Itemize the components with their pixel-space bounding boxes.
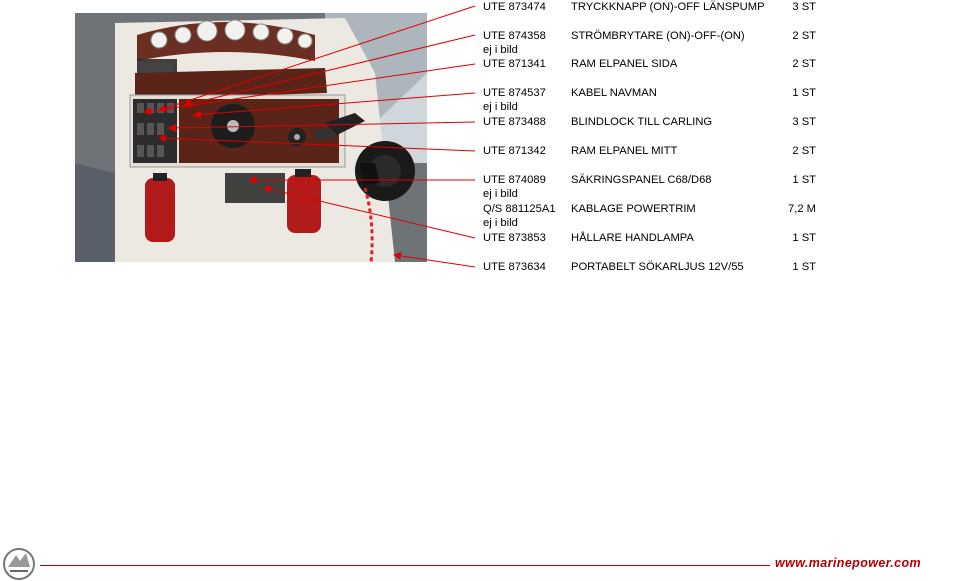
part-quantity: 2 ST [792, 145, 816, 157]
part-code: UTE 871341 [483, 58, 546, 70]
part-code: ej i bild [483, 101, 518, 113]
part-code: UTE 874358 [483, 30, 546, 42]
part-quantity: 1 ST [792, 232, 816, 244]
website-link[interactable]: www.marinepower.com [775, 556, 922, 570]
part-description: KABEL NAVMAN [571, 87, 657, 99]
part-quantity: 2 ST [792, 30, 816, 42]
part-code: UTE 873634 [483, 261, 546, 273]
part-quantity: 3 ST [792, 1, 816, 13]
dashboard-photo [75, 13, 427, 262]
part-code: UTE 871342 [483, 145, 546, 157]
part-row [483, 173, 823, 187]
part-row [483, 187, 823, 201]
part-quantity: 3 ST [792, 116, 816, 128]
part-code: UTE 874537 [483, 87, 546, 99]
part-quantity: 7,2 M [788, 203, 816, 215]
part-row [483, 144, 823, 158]
part-code: ej i bild [483, 217, 518, 229]
part-description: HÅLLARE HANDLAMPA [571, 232, 694, 244]
part-description: STRÖMBRYTARE (ON)-OFF-(ON) [571, 30, 745, 42]
part-row [483, 0, 823, 14]
part-code: ej i bild [483, 44, 518, 56]
part-row [483, 231, 823, 245]
part-code: UTE 873474 [483, 1, 546, 13]
footer-divider [40, 565, 770, 566]
part-row [483, 202, 823, 216]
mercury-logo-icon [2, 547, 36, 581]
part-description: BLINDLOCK TILL CARLING [571, 116, 713, 128]
part-code: Q/S 881125A1 [483, 203, 556, 215]
part-code: UTE 873488 [483, 116, 546, 128]
part-code: ej i bild [483, 188, 518, 200]
part-quantity: 2 ST [792, 58, 816, 70]
part-description: KABLAGE POWERTRIM [571, 203, 696, 215]
part-code: UTE 874089 [483, 174, 546, 186]
part-quantity: 1 ST [792, 261, 816, 273]
part-description: SÄKRINGSPANEL C68/D68 [571, 174, 712, 186]
part-description: RAM ELPANEL MITT [571, 145, 678, 157]
part-description: PORTABELT SÖKARLJUS 12V/55 [571, 261, 744, 273]
part-description: TRYCKKNAPP (ON)-OFF LÄNSPUMP [571, 1, 765, 13]
part-row [483, 100, 823, 114]
part-row [483, 115, 823, 129]
part-quantity: 1 ST [792, 174, 816, 186]
part-row [483, 260, 823, 274]
part-quantity: 1 ST [792, 87, 816, 99]
part-description: RAM ELPANEL SIDA [571, 58, 678, 70]
part-row [483, 216, 823, 230]
part-row [483, 57, 823, 71]
part-row [483, 43, 823, 57]
part-row [483, 86, 823, 100]
part-row [483, 29, 823, 43]
part-code: UTE 873853 [483, 232, 546, 244]
